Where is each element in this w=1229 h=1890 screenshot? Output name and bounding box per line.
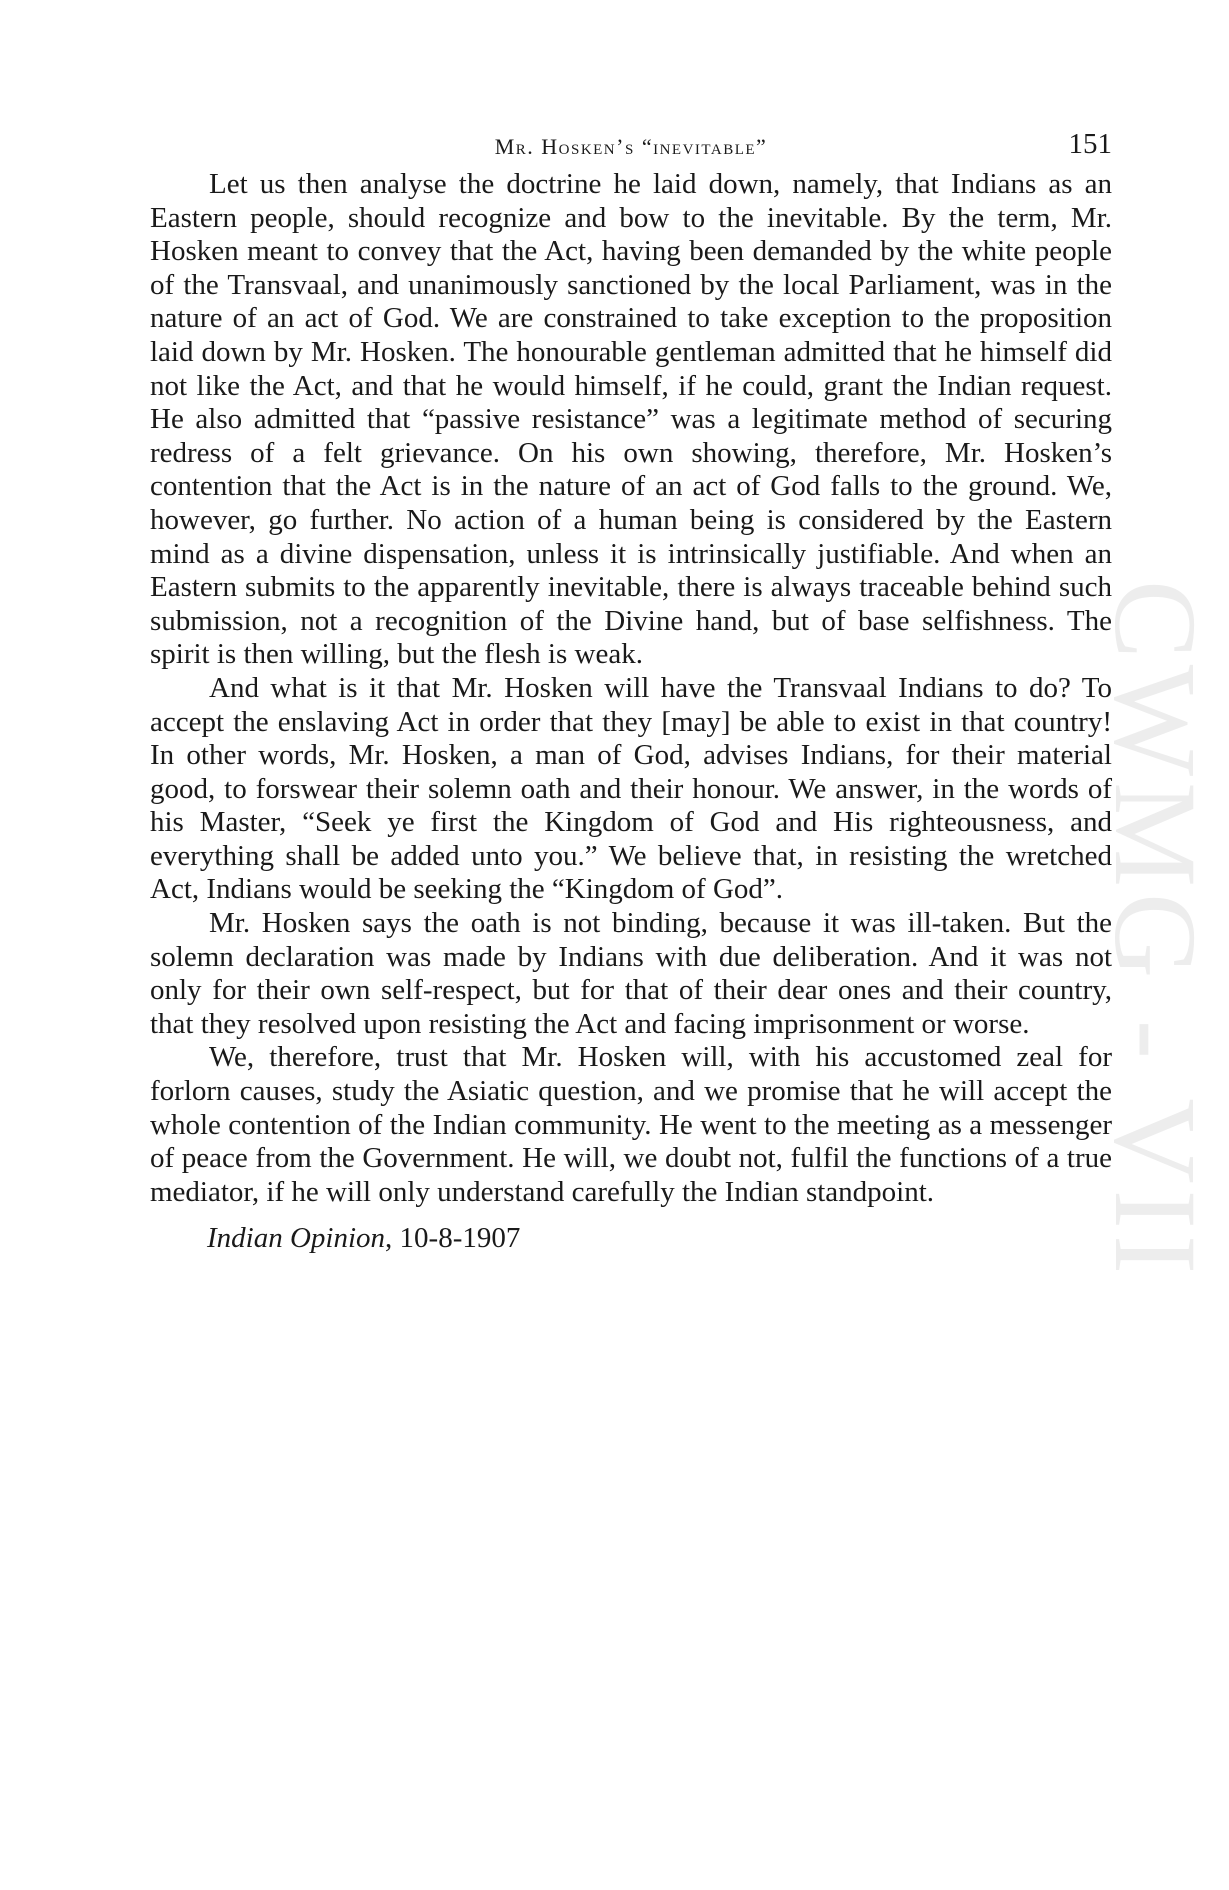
page xyxy=(150,124,1112,1255)
paragraph: And what is it that Mr. Hosken will have the Transvaal Indians to do? To accept the enslaving Act in order that they [may] be able to exist in that country! In other words, Mr. Hosken, a man of God, advises Indians, for their material good, to forswear their solemn oath and their honour. We answer, in the words of his Master, “Seek ye first the Kingdom of God and His righteousness, and everything shall be added unto you.” We believe that, in resisting the wretched Act, Indians would be seeking the “Kingdom of God”. xyxy=(150,671,1112,906)
source-citation xyxy=(150,1221,1112,1255)
watermark-text: CWMG - VII xyxy=(1090,579,1221,1281)
page-number: 151 xyxy=(1068,128,1112,160)
paragraph: Let us then analyse the doctrine he laid down, namely, that Indians as an Eastern people, should recognize and bow to the inevitable. By the term, Mr. Hosken meant to convey that the Act, having been demanded by the white people of the Transvaal, and unanimously sanctioned by the local Parliament, was in the nature of an act of God. We are constrained to take exception to the proposition laid down by Mr. Hosken. The honourable gentleman admitted that he himself did not like the Act, and that he would himself, if he could, grant the Indian request. He also admitted that “passive resistance” was a legitimate method of securing redress of a felt grievance. On his own showing, therefore, Mr. Hosken’s contention that the Act is in the nature of an act of God falls to the ground. We, however, go further. No action of a human being is considered by the Eastern mind as a divine dispensation, unless it is intrinsically justifiable. And when an Eastern submits to the apparently inevitable, there is always traceable behind such submission, not a recognition of the Divine hand, but of base selfishness. The spirit is then willing, but the flesh is weak. xyxy=(150,168,1112,671)
source-publication: Indian Opinion xyxy=(207,1222,386,1255)
article-body xyxy=(150,168,1112,1209)
running-title: Mr. Hosken’s “inevitable” xyxy=(494,134,768,159)
paragraph: Mr. Hosken says the oath is not binding, because it was ill-taken. But the solemn declaration was made by Indians with due deliberation. And it was not only for their own self-respect, but for that of their dear ones and their country, that they resolved upon resisting the Act and facing imprisonment or worse. xyxy=(150,907,1112,1040)
watermark xyxy=(1090,480,1221,1380)
paragraph: We, therefore, trust that Mr. Hosken will, with his accustomed zeal for forlorn causes, study the Asiatic question, and we promise that he will accept the whole contention of the Indian community. He went to the meeting as a messenger of peace from the Government. He will, we doubt not, fulfil the functions of a true mediator, if he will only understand carefully the Indian standpoint. xyxy=(150,1041,1112,1208)
running-head xyxy=(150,124,1112,168)
source-date: , 10-8-1907 xyxy=(385,1222,521,1255)
